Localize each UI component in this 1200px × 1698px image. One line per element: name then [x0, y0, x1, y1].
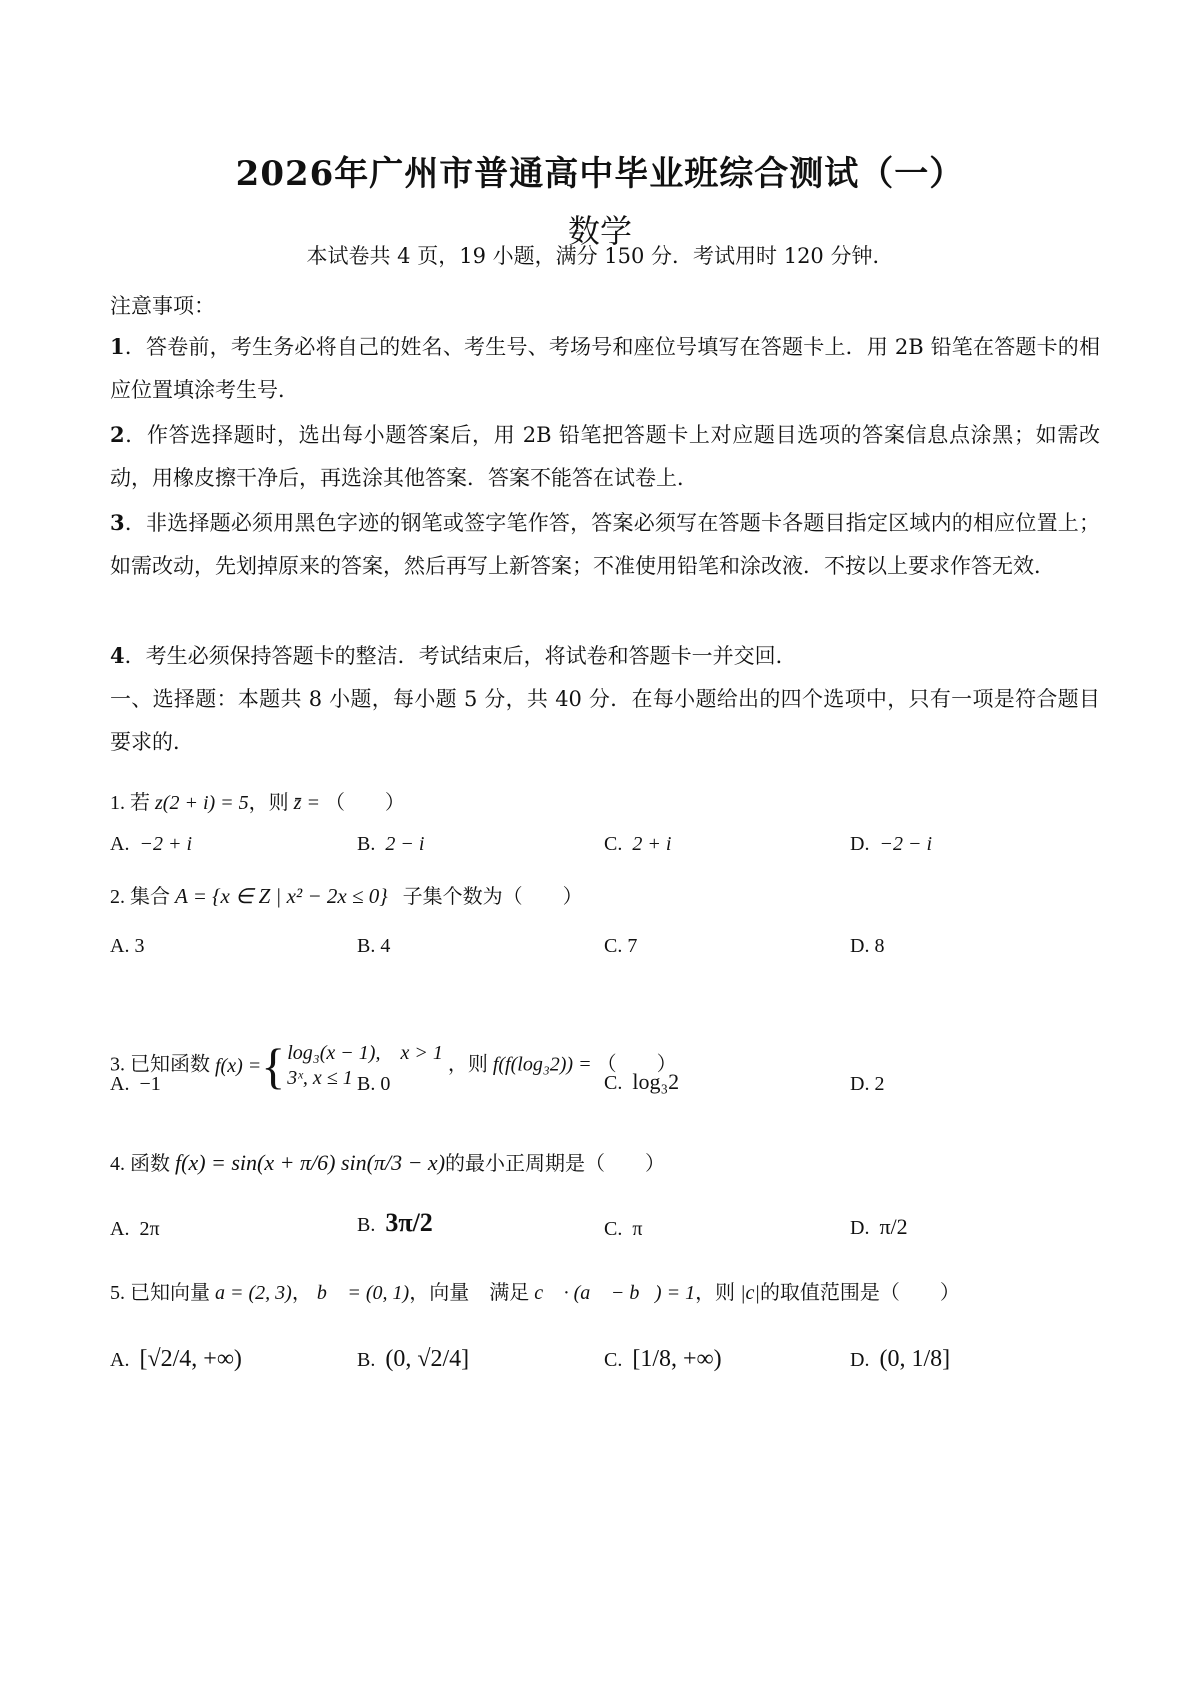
option-label: D.: [850, 1217, 870, 1239]
option-label: A.: [110, 935, 130, 957]
note-number: 1: [110, 334, 125, 359]
note-text: ．考生必须保持答题卡的整洁．考试结束后，将试卷和答题卡一并交回．: [124, 644, 797, 668]
option-value: −2 + i: [139, 833, 193, 855]
option-d: [850, 1214, 908, 1240]
option-c: [604, 1346, 722, 1373]
option-value: π/2: [879, 1214, 908, 1239]
formula: f(x) =: [215, 1054, 262, 1077]
option-label: C.: [604, 1349, 623, 1371]
option-value: 0: [380, 1073, 391, 1095]
question-stem: ，: [291, 1282, 312, 1304]
option-label: A.: [110, 1218, 130, 1240]
option-value: 8: [874, 935, 885, 957]
formula: f(x) = sin(x + π/6) sin(π/3 − x): [175, 1150, 446, 1175]
piecewise-function: [215, 1038, 443, 1094]
note-text: ．答卷前，考生务必将自己的姓名、考生号、考场号和座位号填写在答题卡上．用 2B 铅笔在答题卡的相应位置填涂考生号．: [110, 335, 1100, 402]
option-value: [√2/4, +∞): [139, 1346, 242, 1372]
option-value: −1: [139, 1073, 161, 1095]
option-label: A.: [110, 1349, 130, 1371]
question-stem: 的取值范围是（ ）: [759, 1282, 960, 1304]
option-label: D.: [850, 1073, 870, 1095]
note-text: ．非选择题必须用黑色字迹的钢笔或签字笔作答，答案必须写在答题卡各题目指定区域内的相应位置上；如需改动，先划掉原来的答案，然后再写上新答案；不准使用铅笔和涂改液．不按以上要求作答无效．: [110, 511, 1100, 578]
question-stem: 3. 已知函数: [110, 1053, 210, 1076]
question-stem: 5. 已知向量: [110, 1282, 210, 1304]
exam-subject: 数学: [567, 212, 632, 250]
note-item-1: [110, 325, 1100, 412]
option-value: 2π: [139, 1218, 160, 1240]
note-item-2: [110, 413, 1100, 500]
formula: A = {x ∈ Z | x² − 2x ≤ 0}: [175, 884, 388, 908]
option-b: [357, 833, 424, 856]
option-value: [1/8, +∞): [632, 1346, 722, 1372]
option-label: D.: [850, 833, 870, 855]
question-stem: ，则: [695, 1282, 736, 1304]
option-b: [357, 935, 390, 958]
formula: c⃗ · (a⃗ − b⃗) = 1: [534, 1282, 696, 1304]
option-value: log₃2: [632, 1069, 680, 1094]
note-item-3: [110, 501, 1100, 588]
option-label: D.: [850, 935, 870, 957]
question-stem: ，则: [447, 1053, 488, 1076]
option-value: 2 − i: [385, 833, 425, 855]
note-number: 2: [110, 422, 125, 447]
question-1: [110, 786, 405, 815]
option-b: [357, 1346, 469, 1373]
option-value: 3: [134, 935, 145, 957]
question-stem: （ ）: [324, 792, 405, 814]
option-a: [110, 935, 144, 958]
piece-case: 3ˣ, x ≤ 1: [287, 1067, 353, 1089]
formula: b⃗ = (0, 1): [316, 1282, 410, 1304]
note-text: ．作答选择题时，选出每小题答案后，用 2B 铅笔把答题卡上对应题目选项的答案信息点涂黑；如需改动，用橡皮擦干净后，再选涂其他答案．答案不能答在试卷上．: [110, 423, 1100, 490]
option-c: [604, 1069, 679, 1095]
option-label: B.: [357, 935, 376, 957]
formula: |c|: [740, 1282, 760, 1304]
formula: z(2 + i) = 5: [155, 792, 249, 814]
option-value: 4: [380, 935, 391, 957]
option-value: (0, 1/8]: [879, 1346, 951, 1372]
option-value: 2: [874, 1073, 885, 1095]
formula: a = (2, 3): [215, 1282, 292, 1304]
option-label: B.: [357, 833, 376, 855]
question-5: [110, 1276, 960, 1305]
option-c: [604, 833, 671, 856]
option-a: [110, 833, 192, 856]
option-label: C.: [604, 935, 623, 957]
option-value: −2 − i: [879, 833, 933, 855]
option-b: [357, 1208, 433, 1238]
question-3: [110, 1038, 677, 1094]
question-stem: ，则: [248, 792, 289, 814]
option-label: A.: [110, 833, 130, 855]
option-label: C.: [604, 1218, 623, 1240]
note-item-4: [110, 634, 1100, 678]
option-a: [110, 1218, 160, 1241]
option-value: 2 + i: [632, 833, 672, 855]
question-stem: 的最小正周期是（ ）: [445, 1153, 666, 1175]
brace-glyph: {: [261, 1038, 286, 1094]
option-d: [850, 1346, 950, 1373]
question-stem: ，向量 满足: [409, 1282, 530, 1304]
question-stem: 子集个数为（ ）: [402, 886, 583, 908]
option-label: B.: [357, 1214, 376, 1236]
option-d: [850, 1073, 884, 1096]
question-stem: （ ）: [596, 1053, 677, 1076]
option-value: 3π/2: [385, 1208, 433, 1237]
option-label: B.: [357, 1073, 376, 1095]
option-b: [357, 1073, 390, 1096]
option-c: [604, 1218, 642, 1241]
question-stem: 1. 若: [110, 792, 150, 814]
option-a: [110, 1073, 161, 1096]
section-heading: 一、选择题：本题共 8 小题，每小题 5 分，共 40 分．在每小题给出的四个选项中，只有一项是符合题目要求的．: [110, 687, 1100, 754]
option-label: A.: [110, 1073, 130, 1095]
option-value: 7: [627, 935, 638, 957]
option-label: C.: [604, 1072, 623, 1094]
question-2: [110, 880, 583, 909]
exam-intro: 本试卷共 4 页，19 小题，满分 150 分．考试用时 120 分钟．: [306, 244, 894, 268]
note-number: 3: [110, 510, 125, 535]
option-d: [850, 935, 884, 958]
note-number: 4: [110, 643, 125, 668]
option-label: D.: [850, 1349, 870, 1371]
question-4: [110, 1147, 665, 1176]
piece-case: log₃(x − 1), x > 1: [287, 1042, 443, 1064]
formula: z̄ =: [293, 792, 320, 814]
option-d: [850, 833, 932, 856]
question-stem: 4. 函数: [110, 1153, 170, 1175]
notes-heading: 注意事项：: [110, 294, 215, 318]
option-value: (0, √2/4]: [385, 1346, 470, 1372]
option-label: C.: [604, 833, 623, 855]
option-c: [604, 935, 637, 958]
option-label: B.: [357, 1349, 376, 1371]
question-stem: 2. 集合: [110, 886, 170, 908]
exam-title: 2026年广州市普通高中毕业班综合测试（一）: [235, 154, 965, 194]
formula: f(f(log₃2)) =: [492, 1053, 592, 1076]
option-a: [110, 1346, 242, 1373]
option-value: π: [632, 1218, 643, 1240]
